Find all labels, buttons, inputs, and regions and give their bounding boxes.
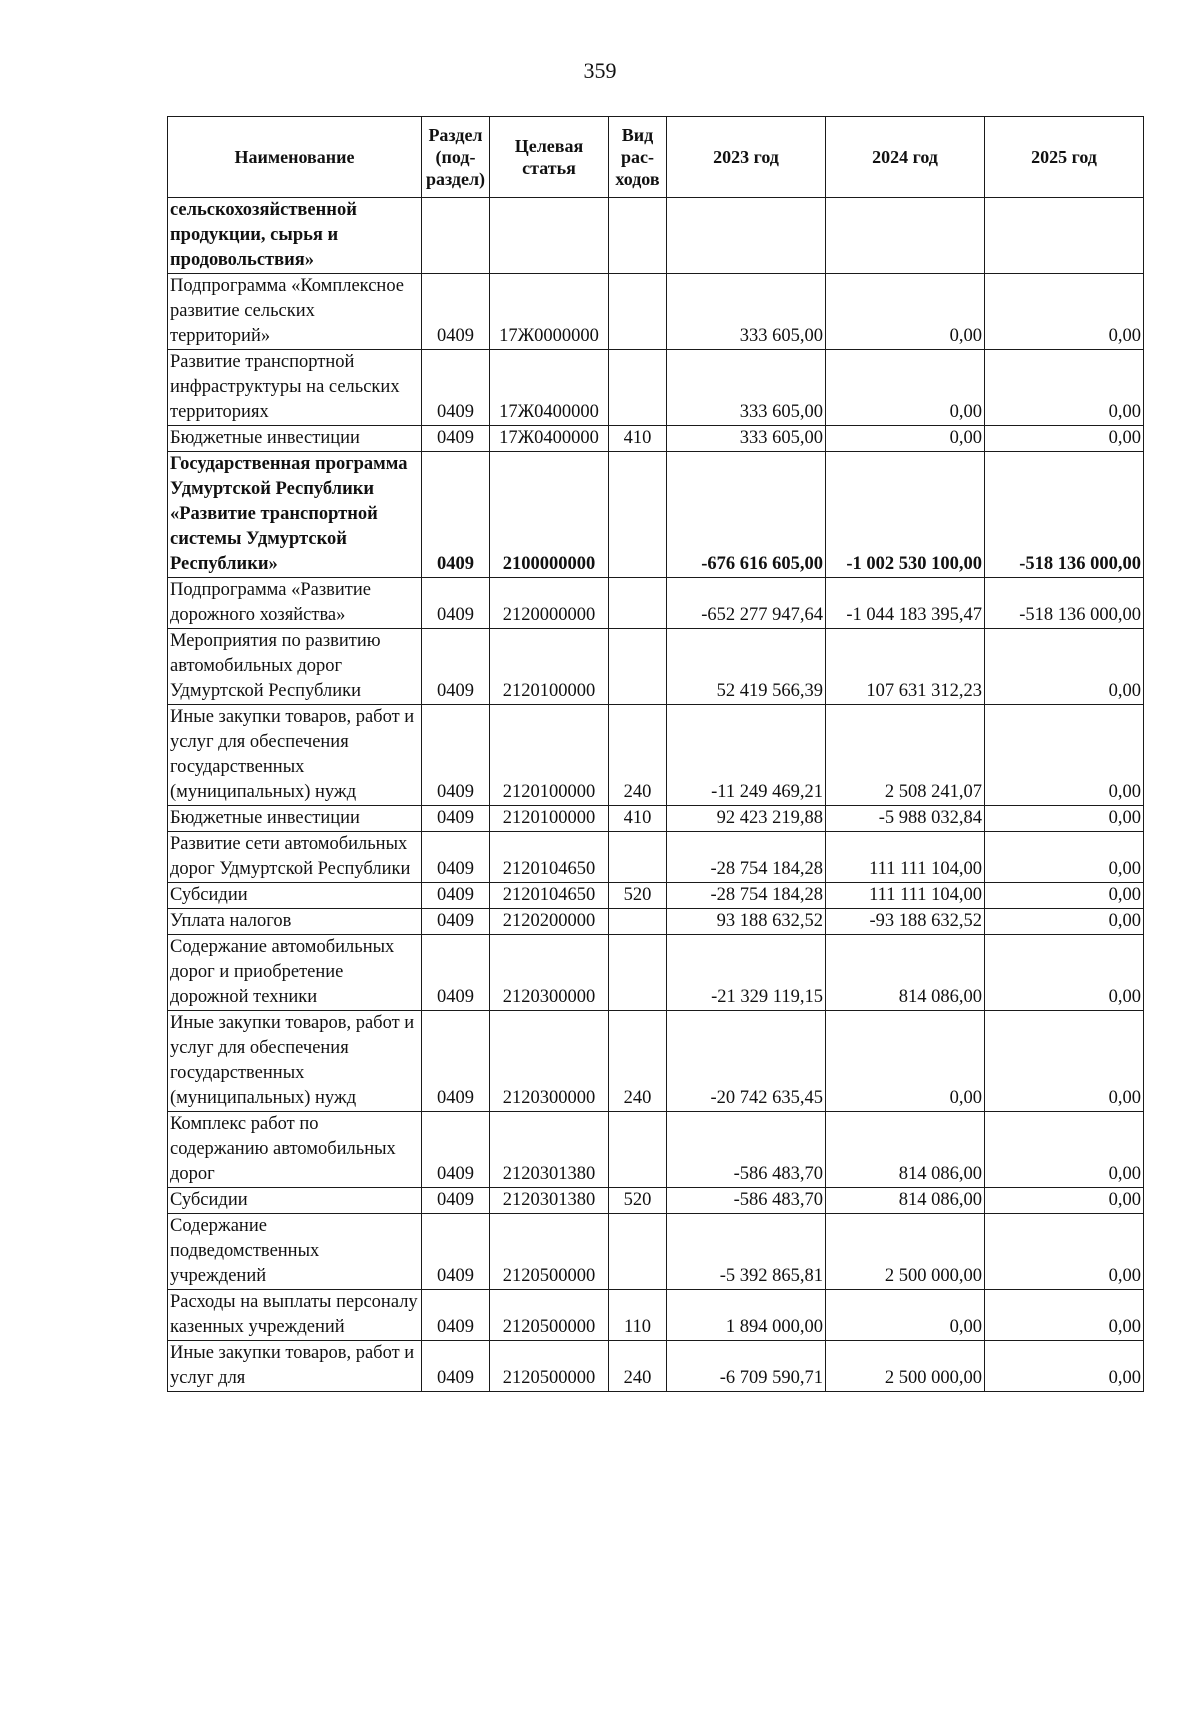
cell-section: 0409 [422,1341,490,1392]
cell-type [609,629,667,705]
cell-type [609,452,667,578]
cell-2023: -11 249 469,21 [667,705,826,806]
cell-article: 2120301380 [490,1112,609,1188]
cell-section [422,198,490,274]
cell-section: 0409 [422,1011,490,1112]
cell-article: 17Ж0400000 [490,350,609,426]
cell-2025 [985,198,1144,274]
cell-2025: 0,00 [985,274,1144,350]
header-name: Наименование [168,117,422,198]
cell-2025: 0,00 [985,883,1144,909]
cell-2025: 0,00 [985,1290,1144,1341]
cell-2023: -676 616 605,00 [667,452,826,578]
table-row [168,1214,1144,1290]
header-article: Целевая статья [490,117,609,198]
header-2023: 2023 год [667,117,826,198]
cell-section: 0409 [422,909,490,935]
cell-type [609,935,667,1011]
cell-2023: -6 709 590,71 [667,1341,826,1392]
table-row [168,1112,1144,1188]
page-number: 359 [583,58,617,83]
cell-2024: 0,00 [826,1290,985,1341]
header-2025: 2025 год [985,117,1144,198]
cell-article: 2120100000 [490,629,609,705]
cell-type: 520 [609,883,667,909]
cell-article: 2120500000 [490,1290,609,1341]
cell-type [609,832,667,883]
cell-name: Комплекс работ по содержанию автомобильных дорог [168,1112,422,1188]
cell-article: 2120301380 [490,1188,609,1214]
table-row [168,452,1144,578]
cell-type: 110 [609,1290,667,1341]
cell-2024: -93 188 632,52 [826,909,985,935]
cell-name: сельскохозяйственной продукции, сырья и продовольствия» [168,198,422,274]
cell-name: Развитие транспортной инфраструктуры на сельских территориях [168,350,422,426]
cell-type: 240 [609,1341,667,1392]
cell-2025: 0,00 [985,935,1144,1011]
cell-2024: 0,00 [826,426,985,452]
cell-2024: 0,00 [826,1011,985,1112]
cell-2024: 111 111 104,00 [826,832,985,883]
cell-2023: -586 483,70 [667,1112,826,1188]
cell-article: 2120104650 [490,832,609,883]
cell-name: Подпрограмма «Развитие дорожного хозяйства» [168,578,422,629]
cell-article: 17Ж0400000 [490,426,609,452]
cell-2024: 0,00 [826,350,985,426]
cell-2023: -28 754 184,28 [667,832,826,883]
cell-name: Субсидии [168,883,422,909]
cell-2023: 92 423 219,88 [667,806,826,832]
cell-section: 0409 [422,1112,490,1188]
cell-type [609,909,667,935]
cell-2025: 0,00 [985,1214,1144,1290]
cell-article: 2120104650 [490,883,609,909]
table-body [168,198,1144,1392]
cell-2025: 0,00 [985,426,1144,452]
table-row [168,832,1144,883]
cell-article: 2120300000 [490,1011,609,1112]
cell-type: 410 [609,806,667,832]
cell-2025: 0,00 [985,806,1144,832]
cell-2024: 2 500 000,00 [826,1341,985,1392]
cell-2024: 111 111 104,00 [826,883,985,909]
cell-name: Иные закупки товаров, работ и услуг для [168,1341,422,1392]
cell-2025: 0,00 [985,1112,1144,1188]
cell-name: Иные закупки товаров, работ и услуг для обеспечения государственных (муниципальных) нужд [168,1011,422,1112]
cell-section: 0409 [422,452,490,578]
table-row [168,274,1144,350]
cell-type [609,1112,667,1188]
cell-2023: -21 329 119,15 [667,935,826,1011]
cell-name: Иные закупки товаров, работ и услуг для обеспечения государственных (муниципальных) нужд [168,705,422,806]
cell-2025: 0,00 [985,909,1144,935]
cell-section: 0409 [422,1214,490,1290]
cell-section: 0409 [422,806,490,832]
cell-name: Подпрограмма «Комплексное развитие сельских территорий» [168,274,422,350]
cell-section: 0409 [422,426,490,452]
cell-name: Содержание подведомственных учреждений [168,1214,422,1290]
cell-2025: -518 136 000,00 [985,452,1144,578]
table-row [168,1341,1144,1392]
cell-type: 410 [609,426,667,452]
cell-type [609,350,667,426]
cell-name: Бюджетные инвестиции [168,426,422,452]
cell-section: 0409 [422,274,490,350]
cell-2024: -1 044 183 395,47 [826,578,985,629]
table-row [168,1011,1144,1112]
cell-article: 2120300000 [490,935,609,1011]
cell-2023: 93 188 632,52 [667,909,826,935]
cell-section: 0409 [422,883,490,909]
table-row [168,1290,1144,1341]
cell-type [609,578,667,629]
cell-type [609,1214,667,1290]
cell-2024: -1 002 530 100,00 [826,452,985,578]
cell-article: 2100000000 [490,452,609,578]
cell-section: 0409 [422,832,490,883]
table-row [168,883,1144,909]
cell-2024: 2 508 241,07 [826,705,985,806]
cell-section: 0409 [422,935,490,1011]
cell-2024: 107 631 312,23 [826,629,985,705]
cell-article: 2120100000 [490,806,609,832]
cell-article: 2120000000 [490,578,609,629]
cell-2023: -586 483,70 [667,1188,826,1214]
cell-type [609,198,667,274]
cell-name: Содержание автомобильных дорог и приобретение дорожной техники [168,935,422,1011]
cell-article: 2120500000 [490,1214,609,1290]
cell-article: 17Ж0000000 [490,274,609,350]
cell-2025: -518 136 000,00 [985,578,1144,629]
table-row [168,909,1144,935]
cell-section: 0409 [422,350,490,426]
header-2024: 2024 год [826,117,985,198]
cell-2024: 814 086,00 [826,935,985,1011]
cell-2025: 0,00 [985,350,1144,426]
header-row [168,117,1144,198]
cell-2025: 0,00 [985,832,1144,883]
cell-2023: 52 419 566,39 [667,629,826,705]
cell-article [490,198,609,274]
cell-article: 2120200000 [490,909,609,935]
cell-2023: -5 392 865,81 [667,1214,826,1290]
cell-2025: 0,00 [985,629,1144,705]
cell-type: 520 [609,1188,667,1214]
cell-type: 240 [609,1011,667,1112]
cell-article: 2120100000 [490,705,609,806]
cell-2024: 0,00 [826,274,985,350]
cell-name: Государственная программа Удмуртской Республики «Развитие транспортной системы Удмуртской Республики» [168,452,422,578]
cell-name: Бюджетные инвестиции [168,806,422,832]
table-row [168,1188,1144,1214]
table-row [168,705,1144,806]
table-row [168,198,1144,274]
cell-2023: 333 605,00 [667,350,826,426]
cell-2025: 0,00 [985,1188,1144,1214]
cell-type [609,274,667,350]
cell-2023 [667,198,826,274]
table-row [168,806,1144,832]
cell-2023: 1 894 000,00 [667,1290,826,1341]
cell-section: 0409 [422,629,490,705]
cell-2024: 814 086,00 [826,1112,985,1188]
cell-2025: 0,00 [985,705,1144,806]
cell-2023: 333 605,00 [667,426,826,452]
cell-2024: 814 086,00 [826,1188,985,1214]
cell-2023: 333 605,00 [667,274,826,350]
cell-2024: 2 500 000,00 [826,1214,985,1290]
cell-section: 0409 [422,1188,490,1214]
header-section: Раздел (под-раздел) [422,117,490,198]
cell-section: 0409 [422,578,490,629]
cell-2025: 0,00 [985,1011,1144,1112]
cell-name: Мероприятия по развитию автомобильных дорог Удмуртской Республики [168,629,422,705]
table-row [168,426,1144,452]
cell-section: 0409 [422,1290,490,1341]
cell-2025: 0,00 [985,1341,1144,1392]
table-row [168,935,1144,1011]
cell-name: Расходы на выплаты персоналу казенных учреждений [168,1290,422,1341]
table-row [168,578,1144,629]
cell-article: 2120500000 [490,1341,609,1392]
header-type: Вид рас-ходов [609,117,667,198]
cell-name: Субсидии [168,1188,422,1214]
cell-2023: -28 754 184,28 [667,883,826,909]
budget-table [167,116,1144,1392]
cell-name: Развитие сети автомобильных дорог Удмуртской Республики [168,832,422,883]
cell-2024 [826,198,985,274]
table-row [168,629,1144,705]
cell-type: 240 [609,705,667,806]
cell-2024: -5 988 032,84 [826,806,985,832]
cell-name: Уплата налогов [168,909,422,935]
cell-section: 0409 [422,705,490,806]
cell-2023: -652 277 947,64 [667,578,826,629]
cell-2023: -20 742 635,45 [667,1011,826,1112]
table-row [168,350,1144,426]
